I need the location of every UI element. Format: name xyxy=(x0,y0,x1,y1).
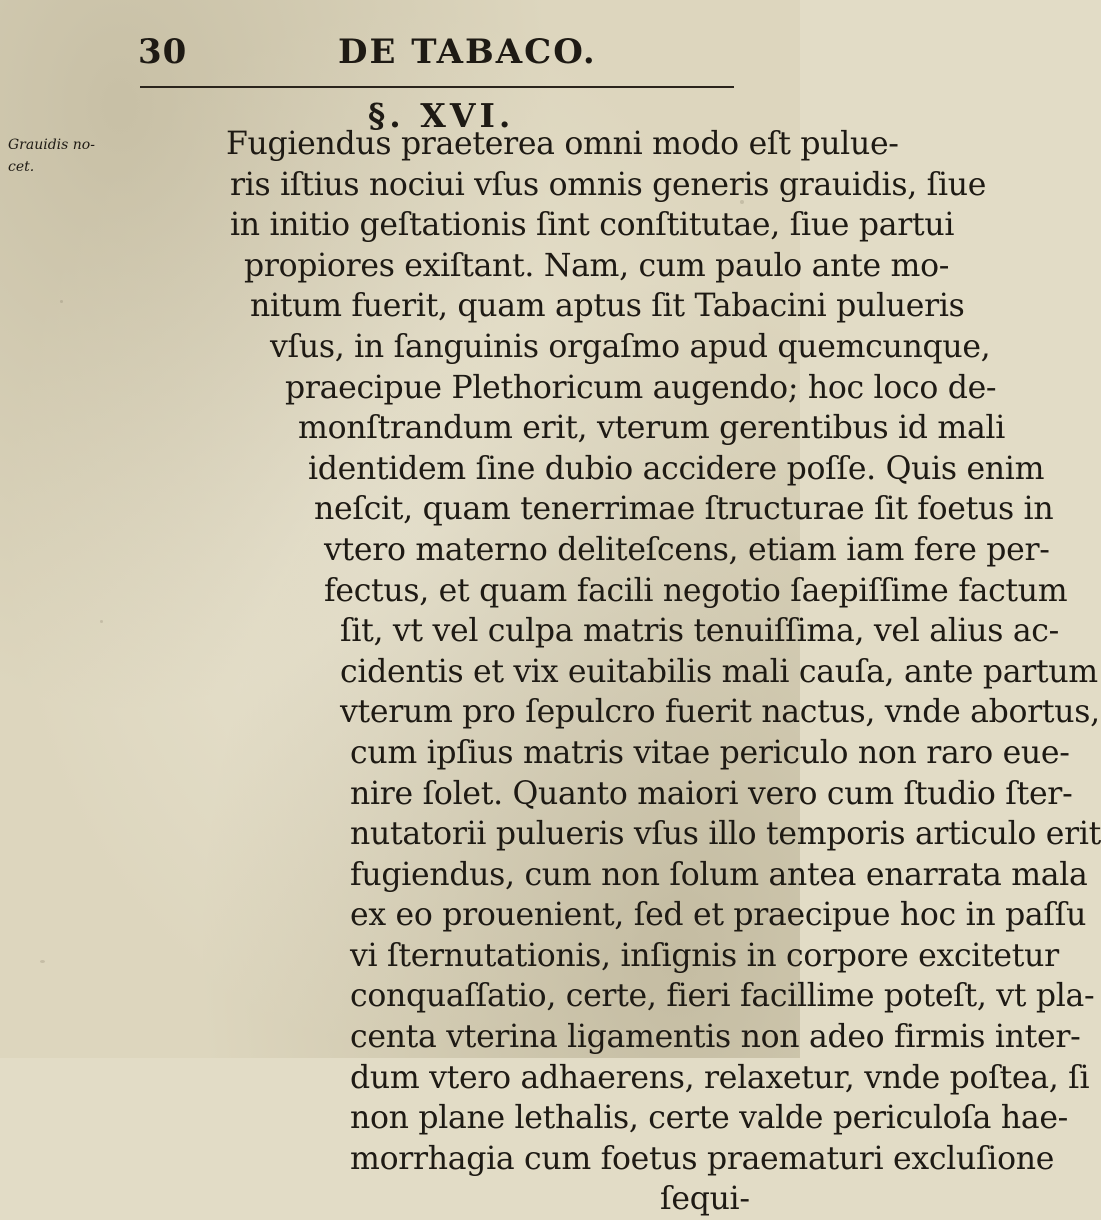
text-line: morrhagia cum foetus praematuri excluſione xyxy=(350,1140,1055,1177)
catchword: ſequi- xyxy=(660,1181,750,1218)
body-text xyxy=(190,124,1101,1220)
marginal-note-line: Grauidis no- xyxy=(8,137,95,153)
text-line: ris iſtius nociui vſus omnis generis grauidis, ſiue xyxy=(230,166,987,203)
text-line: centa vterina ligamentis non adeo firmis inter- xyxy=(350,1019,1081,1056)
text-line: cum ipſius matris vitae periculo non raro eue- xyxy=(350,734,1070,771)
text-line: nitum fuerit, quam aptus ſit Tabacini pulueris xyxy=(250,288,965,325)
page-header xyxy=(138,26,738,80)
text-line: in initio geſtationis ſint conſtitutae, ſiue partui xyxy=(230,207,955,244)
paper-speck xyxy=(40,960,45,963)
text-line: vſus, in ſanguinis orgaſmo apud quemcunque, xyxy=(270,328,991,365)
text-line: praecipue Plethoricum augendo; hoc loco de- xyxy=(285,369,997,406)
text-line: nire ſolet. Quanto maiori vero cum ſtudio ſter- xyxy=(350,775,1073,812)
paper-speck xyxy=(60,300,63,303)
text-line: fugiendus, cum non ſolum antea enarrata mala xyxy=(350,856,1088,893)
text-line: nutatorii pulueris vſus illo temporis articulo erit xyxy=(350,816,1101,853)
text-line: monſtrandum erit, vterum gerentibus id mali xyxy=(298,410,1005,447)
page-number: 30 xyxy=(138,32,188,72)
text-line: vterum pro ſepulcro fuerit nactus, vnde abortus, xyxy=(340,694,1100,731)
text-line: vtero materno deliteſcens, etiam iam fere per- xyxy=(324,531,1050,568)
text-line: ſit, vt vel culpa matris tenuiſſima, vel alius ac- xyxy=(340,613,1059,650)
paper-speck xyxy=(100,620,103,623)
text-line: dum vtero adhaerens, relaxetur, vnde poſtea, ſi xyxy=(350,1059,1090,1096)
text-line: non plane lethalis, certe valde periculoſa hae- xyxy=(350,1100,1069,1137)
text-line: conquaſſatio, certe, fieri facillime poteſt, vt pla- xyxy=(350,978,1095,1015)
text-line: ex eo prouenient, ſed et praecipue hoc in paſſu xyxy=(350,897,1087,934)
text-line: Fugiendus praeterea omni modo eſt pulue- xyxy=(226,126,899,162)
marginal-note-line: cet. xyxy=(8,159,35,175)
text-line: neſcit, quam tenerrimae ſtructurae ſit foetus in xyxy=(314,491,1054,528)
text-line: fectus, et quam facili negotio ſaepiſſime factum xyxy=(324,572,1068,609)
header-rule xyxy=(140,86,734,88)
text-line: propiores exiſtant. Nam, cum paulo ante mo- xyxy=(244,247,950,284)
text-line: cidentis et vix euitabilis mali cauſa, ante partum xyxy=(340,653,1098,690)
text-line: identidem ſine dubio accidere poſſe. Quis enim xyxy=(308,450,1045,487)
section-number: §. XVI. xyxy=(368,96,515,135)
running-title: DE TABACO. xyxy=(338,32,597,72)
text-line: vi ſternutationis, inſignis in corpore excitetur xyxy=(350,937,1059,974)
marginal-note xyxy=(8,134,118,178)
